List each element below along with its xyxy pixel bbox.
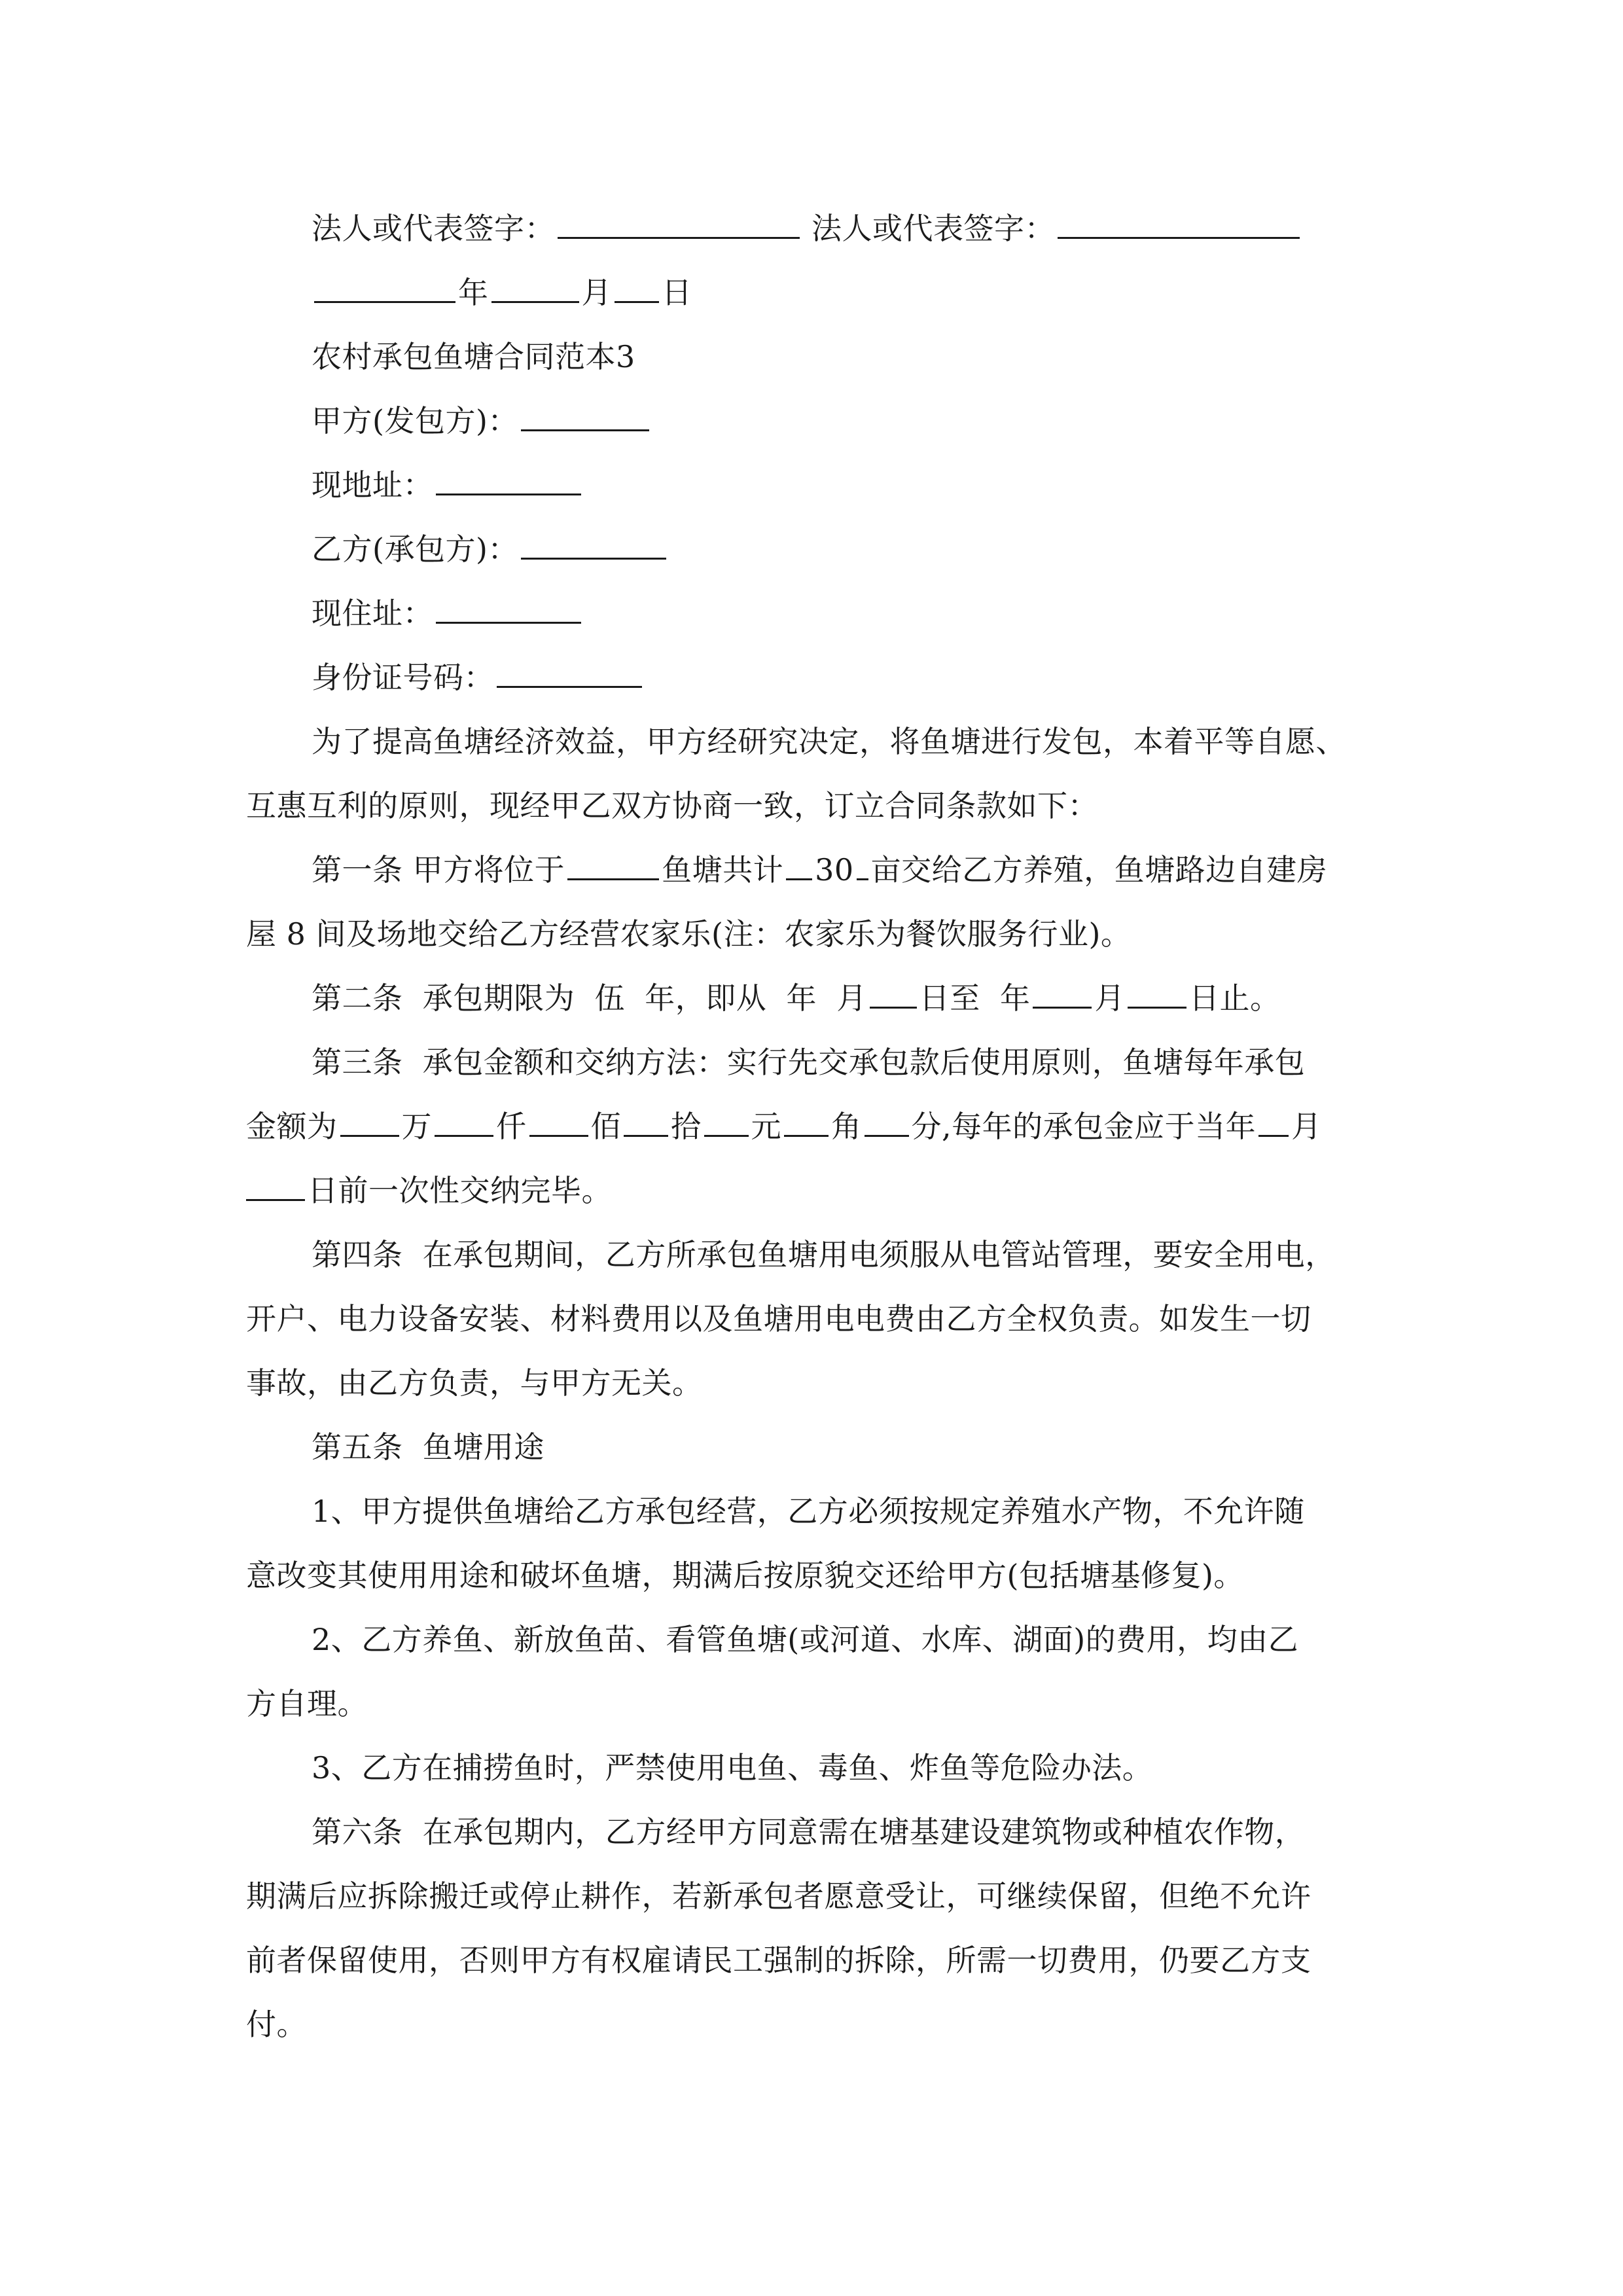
document-body [246,196,1377,2056]
address-a-line [246,453,1377,517]
day-label: 日 [662,275,692,310]
article-2 [246,966,1377,1030]
address-b-label: 现住址： [312,596,433,631]
party-a-blank [521,394,649,431]
party-b-blank [521,522,666,560]
paragraph-line: 前者保留使用，否则甲方有权雇请民工强制的拆除，所需一切费用，仍要乙方支 [246,1943,1311,1978]
article-6 [246,1800,1377,2056]
amount-jiao: 角 [831,1109,862,1144]
party-a-label: 甲方(发包方)： [312,403,518,439]
amount-bai-blank [529,1100,588,1137]
article-2-day-blank [870,971,917,1009]
party-a-line [246,389,1377,453]
article-1-location-blank [567,843,659,880]
paragraph-line: 屋 8 间及场地交给乙方经营农家乐(注：农家乐为餐饮服务行业)。 [246,916,1132,952]
payment-month-blank [1258,1100,1289,1137]
amount-bai: 佰 [590,1109,621,1144]
article-1-pre-blank [786,843,812,880]
address-a-blank [436,458,581,495]
paragraph-line: 付。 [246,2007,307,2042]
amount-wan: 万 [401,1109,432,1144]
address-b-line [246,581,1377,645]
amount-wan-blank [340,1100,399,1137]
amount-jiao-blank [784,1100,829,1137]
article-2-end-day-blank [1128,971,1186,1009]
paragraph-line: 1、甲方提供鱼塘给乙方承包经营，乙方必须按规定养殖水产物，不允许随 [312,1494,1305,1529]
signature-label-b: 法人或代表签字： [812,211,1055,246]
paragraph-line: 方自理。 [246,1686,368,1721]
article-1-text-b: 鱼塘共计 [662,852,784,888]
id-number-blank [497,651,642,688]
paragraph-line [246,966,1377,1030]
paragraph-line: 第三条 承包金额和交纳方法：实行先交承包款后使用原则，鱼塘每年承包 [312,1045,1306,1080]
paragraph-line: 2、乙方养鱼、新放鱼苗、看管鱼塘(或河道、水库、湖面)的费用，均由乙 [312,1622,1299,1657]
article-3 [246,1030,1377,1223]
article-3-text-end: 日前一次性交纳完毕。 [308,1173,612,1208]
party-b-label: 乙方(承包方)： [312,531,518,567]
paragraph-line: 期满后应拆除搬迁或停止耕作，若新承包者愿意受让，可继续保留，但绝不允许 [246,1878,1311,1914]
paragraph-line: 意改变其使用用途和破坏鱼塘，期满后按原貌交还给甲方(包括塘基修复)。 [246,1558,1244,1593]
payment-day-blank [246,1164,305,1201]
address-b-blank [436,586,581,624]
signature-blank-a [558,202,800,239]
address-a-label: 现地址： [312,467,433,503]
amount-shi-blank [624,1100,668,1137]
amount-shi: 拾 [671,1109,702,1144]
month-blank [491,266,579,303]
article-5-item-1 [246,1479,1377,1607]
article-1-text-c: 亩交给乙方养殖，鱼塘路边自建房 [870,852,1328,888]
article-2-text-d: 日止。 [1188,980,1281,1016]
intro-paragraph [246,709,1377,838]
article-1-post-blank [857,843,868,880]
day-blank [615,266,659,303]
amount-fen-blank [865,1100,909,1137]
signature-blank-b [1058,202,1300,239]
article-1-area: 30 [815,852,854,888]
paragraph-line [246,838,1377,902]
paragraph-line: 开户、电力设备安装、材料费用以及鱼塘用电电费由乙方全权负责。如发生一切 [246,1301,1311,1336]
amount-fen: 分,每年的承包金应于当年 [911,1109,1257,1144]
amount-qian: 仟 [496,1109,527,1144]
article-1 [246,838,1377,966]
article-5-item-2 [246,1607,1377,1736]
article-3-amount-label: 金额为 [246,1109,338,1144]
paragraph-line: 为了提高鱼塘经济效益，甲方经研究决定，将鱼塘进行发包，本着平等自愿、 [312,724,1346,759]
paragraph-line [246,1094,1377,1158]
amount-yuan-blank [704,1100,749,1137]
month-label: 月 [581,275,612,310]
article-5-item-3: 3、乙方在捕捞鱼时，严禁使用电鱼、毒鱼、炸鱼等危险办法。 [312,1750,1153,1785]
article-2-text-b: 日至 年 [919,980,1031,1016]
signature-line [246,196,1377,260]
article-4 [246,1223,1377,1415]
paragraph-line [246,1158,1377,1223]
article-2-text-c: 月 [1094,980,1125,1016]
article-5-heading: 第五条 鱼塘用途 [312,1429,544,1465]
amount-qian-blank [435,1100,493,1137]
paragraph-line: 第六条 在承包期内，乙方经甲方同意需在塘基建设建筑物或种植农作物， [312,1814,1306,1850]
party-b-line [246,517,1377,581]
article-2-text-a: 第二条 承包期限为 伍 年，即从 年 月 [312,980,867,1016]
paragraph-line: 第四条 在承包期间，乙方所承包鱼塘用电须服从电管站管理，要安全用电， [312,1237,1336,1272]
signature-label-a: 法人或代表签字： [312,211,555,246]
date-line [246,260,1377,325]
id-number-label: 身份证号码： [312,660,494,695]
year-label: 年 [458,275,489,310]
payment-month: 月 [1291,1109,1322,1144]
contract-title: 农村承包鱼塘合同范本3 [312,339,635,374]
article-1-text-a: 第一条 甲方将位于 [312,852,565,888]
article-2-month-blank [1033,971,1092,1009]
id-number-line [246,645,1377,709]
amount-yuan: 元 [751,1109,781,1144]
year-blank [314,266,455,303]
paragraph-line: 互惠互利的原则，现经甲乙双方协商一致，订立合同条款如下： [246,788,1098,823]
paragraph-line: 事故，由乙方负责，与甲方无关。 [246,1365,703,1401]
